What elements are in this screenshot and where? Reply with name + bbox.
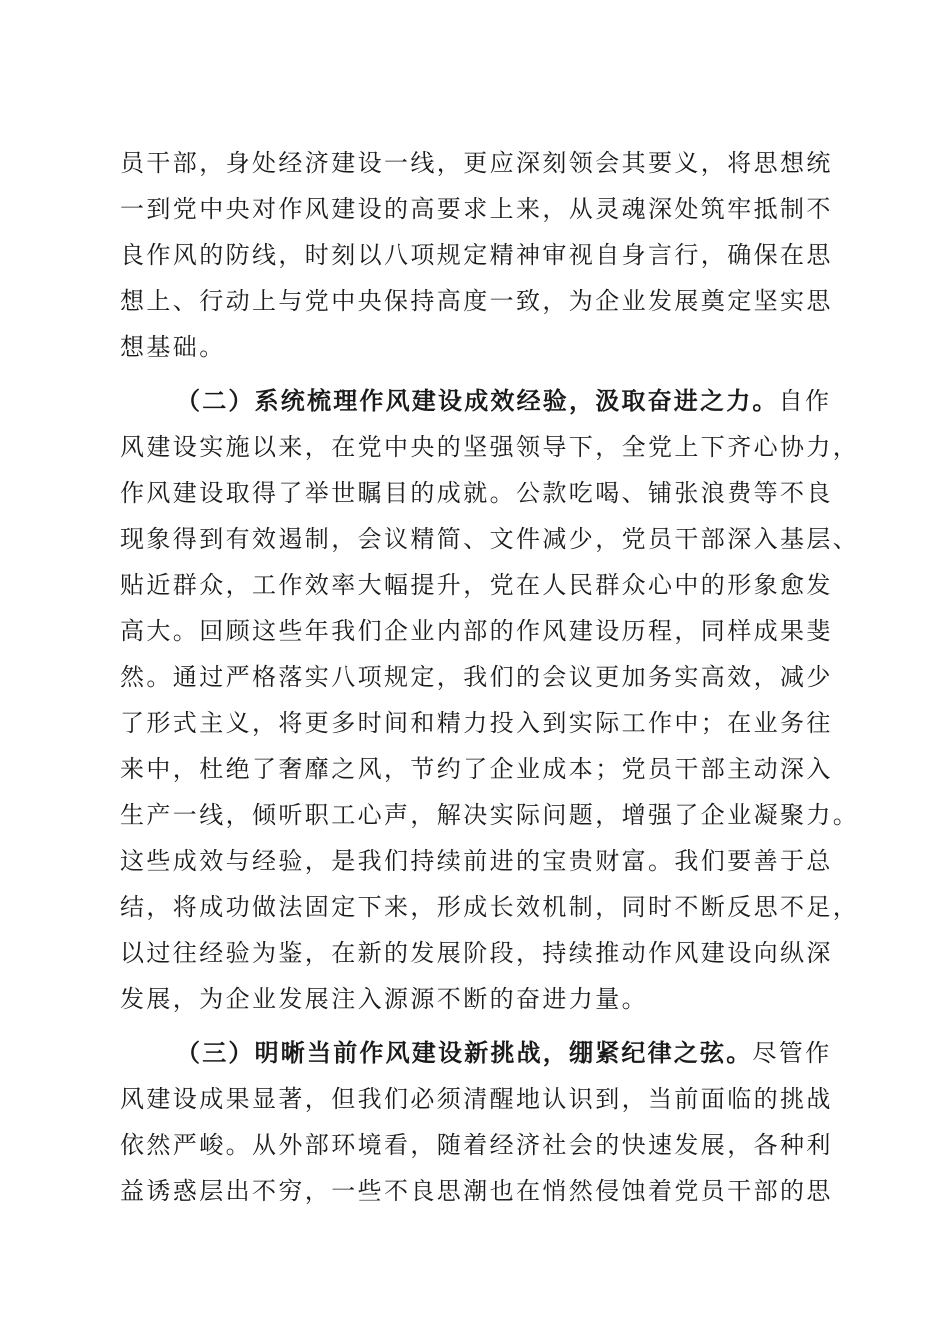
- paragraph-2-line: 现象得到有效遏制，会议精简、文件减少，党员干部深入基层、: [120, 525, 860, 553]
- paragraph-3-line: 风建设成果显著，但我们必须清醒地认识到，当前面临的挑战: [120, 1085, 833, 1113]
- paragraph-2-line: 这些成效与经验，是我们持续前进的宝贵财富。我们要善于总: [120, 847, 833, 875]
- paragraph-2-line: 生产一线，倾听职工心声，解决实际问题，增强了企业凝聚力。: [120, 801, 860, 829]
- paragraph-1-line: 一到党中央对作风建设的高要求上来，从灵魂深处筑牢抵制不: [120, 195, 833, 223]
- paragraph-1-line: 想上、行动上与党中央保持高度一致，为企业发展奠定坚实思: [120, 287, 833, 315]
- paragraph-2-first-line: [120, 378, 840, 424]
- paragraph-2-line: 以过往经验为鉴，在新的发展阶段，持续推动作风建设向纵深: [120, 939, 833, 967]
- document-body: [120, 140, 860, 1214]
- paragraph-2-line: 作风建设取得了举世瞩目的成就。公款吃喝、铺张浪费等不良: [120, 479, 833, 507]
- paragraph-2-line: 来中，杜绝了奢靡之风，节约了企业成本；党员干部主动深入: [120, 755, 833, 783]
- paragraph-2-first-line-rest: 自作: [778, 387, 832, 415]
- paragraph-3-line: 依然严峻。从外部环境看，随着经济社会的快速发展，各种利: [120, 1131, 833, 1159]
- paragraph-2-line: 然。通过严格落实八项规定，我们的会议更加务实高效，减少: [120, 663, 833, 691]
- paragraph-2-line: 风建设实施以来，在党中央的坚强领导下，全党上下齐心协力，: [120, 433, 860, 461]
- paragraph-1-line: 良作风的防线，时刻以八项规定精神审视自身言行，确保在思: [120, 241, 833, 269]
- paragraph-2-line: 发展，为企业发展注入源源不断的奋进力量。: [120, 985, 648, 1013]
- paragraph-3-first-line: [120, 1030, 840, 1076]
- paragraph-2-line: 了形式主义，将更多时间和精力投入到实际工作中；在业务往: [120, 709, 833, 737]
- paragraph-1-line: 员干部，身处经济建设一线，更应深刻领会其要义，将思想统: [120, 149, 833, 177]
- section-3-heading: （三）明晰当前作风建设新挑战，绷紧纪律之弦。: [176, 1039, 753, 1067]
- paragraph-2-line: 高大。回顾这些年我们企业内部的作风建设历程，同样成果斐: [120, 617, 833, 645]
- paragraph-3-first-line-rest: 尽管作: [752, 1039, 832, 1067]
- section-2-heading: （二）系统梳理作风建设成效经验，汲取奋进之力。: [176, 387, 779, 415]
- paragraph-1-line: 想基础。: [120, 333, 226, 361]
- paragraph-2-line: 结，将成功做法固定下来，形成长效机制，同时不断反思不足，: [120, 893, 860, 921]
- paragraph-3-line: 益诱惑层出不穷，一些不良思潮也在悄然侵蚀着党员干部的思: [120, 1177, 833, 1205]
- paragraph-2-line: 贴近群众，工作效率大幅提升，党在人民群众心中的形象愈发: [120, 571, 833, 599]
